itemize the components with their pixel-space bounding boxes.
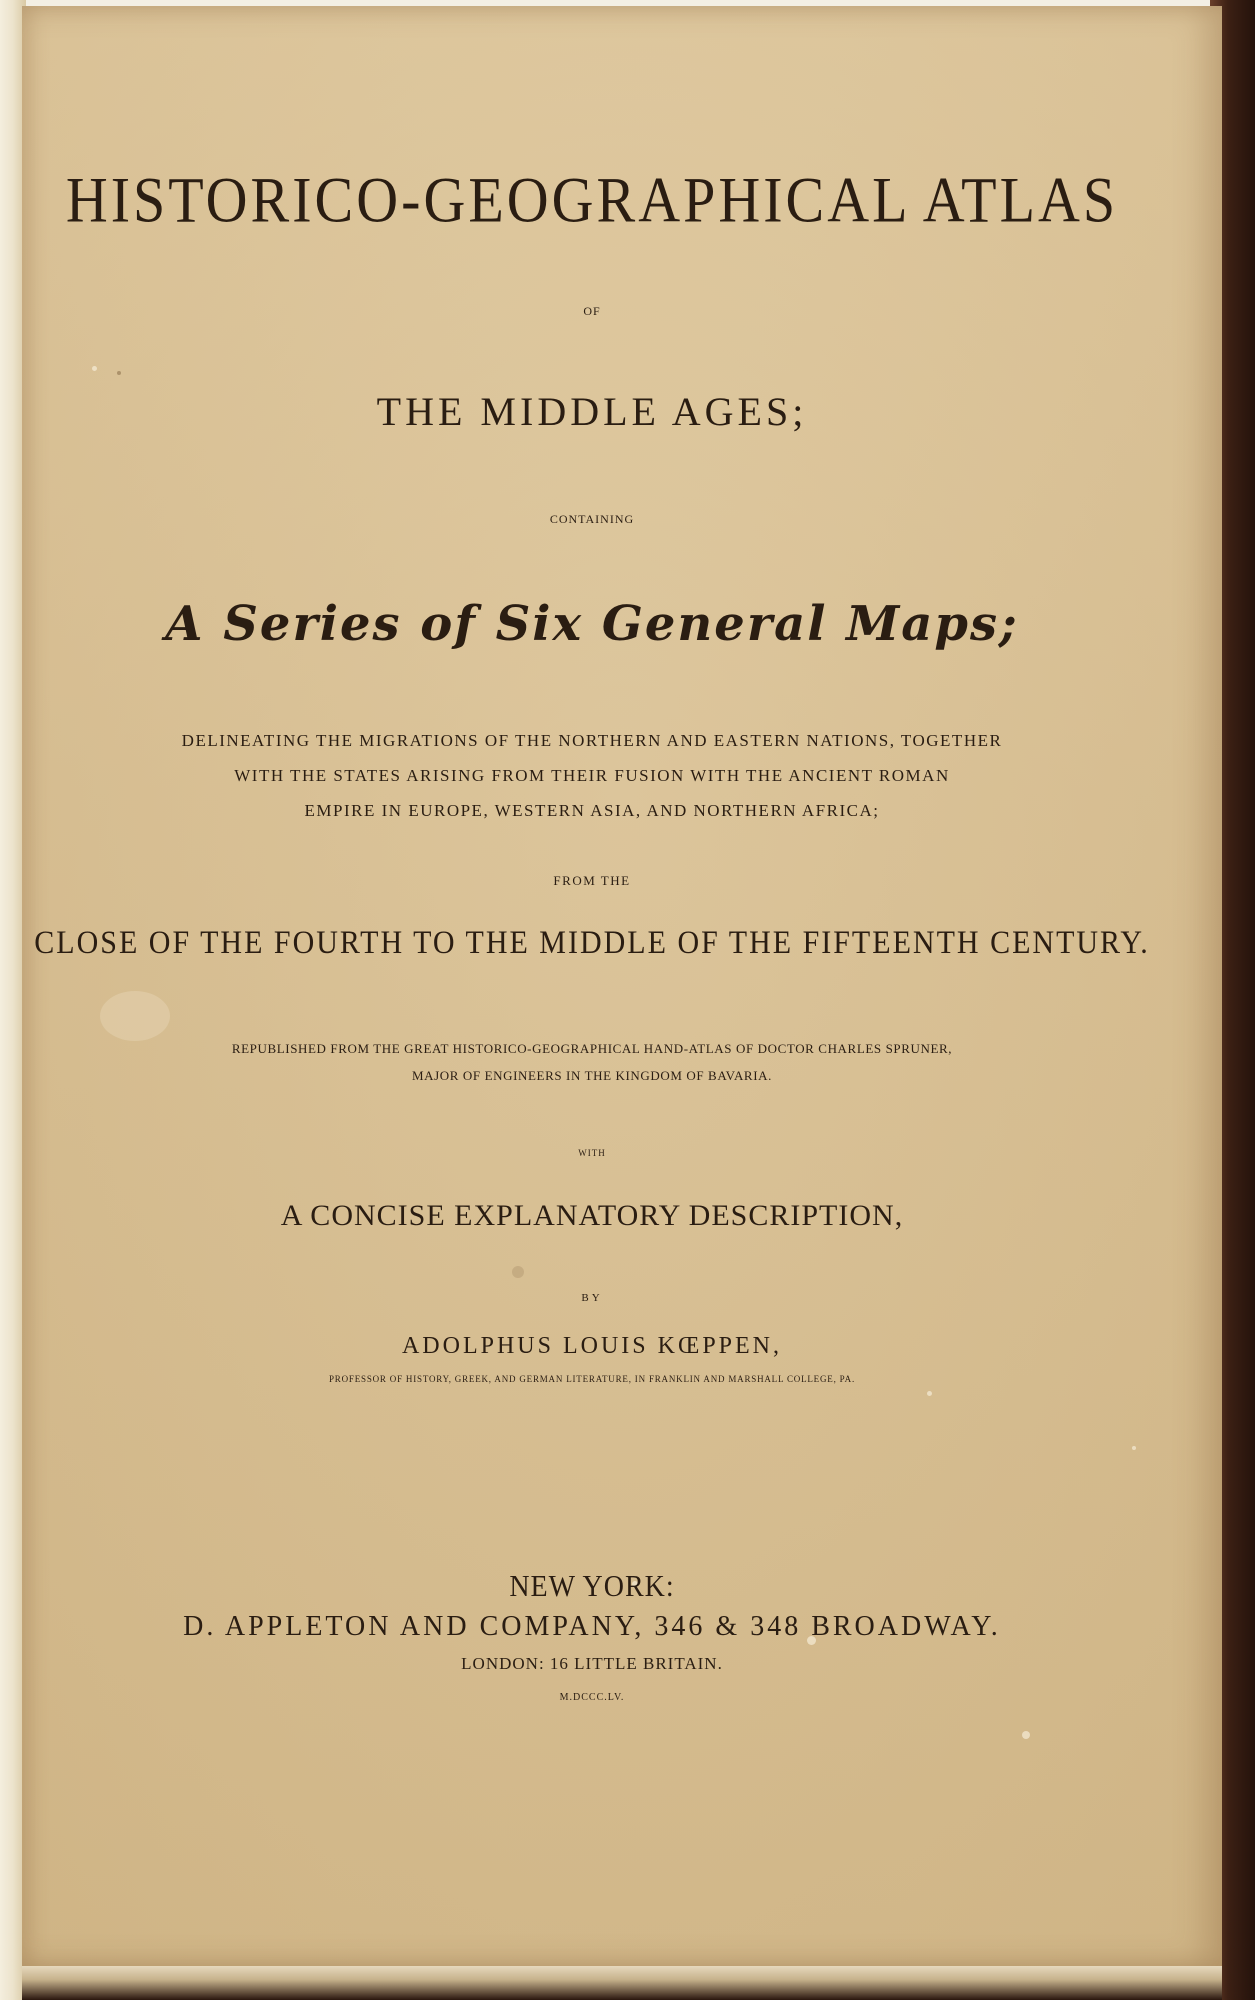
description-line: EMPIRE IN EUROPE, WESTERN ASIA, AND NORTHERN AFRICA;: [304, 801, 880, 820]
author-name: ADOLPHUS LOUIS KŒPPEN,: [401, 1333, 783, 1359]
century-line: CLOSE OF THE FOURTH TO THE MIDDLE OF THE FIFTEENTH CENTURY.: [34, 924, 1150, 961]
paper-speck: [92, 366, 97, 371]
main-title: HISTORICO-GEOGRAPHICAL ATLAS: [65, 163, 1119, 236]
by-label: BY: [581, 1292, 603, 1304]
imprint-city: NEW YORK:: [509, 1569, 675, 1604]
from-the-label: FROM THE: [553, 873, 631, 888]
paper-speck: [1132, 1446, 1136, 1450]
description-line: WITH THE STATES ARISING FROM THEIR FUSION WITH THE ANCIENT ROMAN: [234, 766, 950, 785]
paper-stain: [100, 991, 170, 1041]
paper-speck: [1022, 1731, 1030, 1739]
with-label: WITH: [578, 1148, 606, 1158]
paper-speck: [117, 371, 121, 375]
page-bottom-edge: [22, 1966, 1222, 2000]
paper-speck: [512, 1266, 524, 1278]
paper-speck: [927, 1391, 932, 1396]
imprint-london: LONDON: 16 LITTLE BRITAIN.: [461, 1654, 723, 1673]
subtitle: THE MIDDLE AGES;: [376, 389, 808, 434]
description-line: DELINEATING THE MIGRATIONS OF THE NORTHERN AND EASTERN NATIONS, TOGETHER: [181, 731, 1003, 750]
concise-description-line: A CONCISE EXPLANATORY DESCRIPTION,: [280, 1199, 904, 1232]
republished-line: REPUBLISHED FROM THE GREAT HISTORICO-GEOGRAPHICAL HAND-ATLAS OF DOCTOR CHARLES SPRUNER,: [231, 1041, 953, 1056]
republished-line: MAJOR OF ENGINEERS IN THE KINGDOM OF BAVARIA.: [412, 1068, 772, 1083]
of-label: OF: [583, 304, 601, 318]
author-title: PROFESSOR OF HISTORY, GREEK, AND GERMAN LITERATURE, IN FRANKLIN AND MARSHALL COLLEGE, PA.: [329, 1374, 855, 1384]
series-line: A Series of Six General Maps;: [165, 596, 1019, 652]
containing-label: CONTAINING: [549, 512, 635, 526]
imprint-publisher: D. APPLETON AND COMPANY, 346 & 348 BROADWAY.: [183, 1611, 1001, 1642]
title-page: [22, 6, 1222, 1966]
imprint-date: M.DCCC.LV.: [559, 1692, 625, 1703]
